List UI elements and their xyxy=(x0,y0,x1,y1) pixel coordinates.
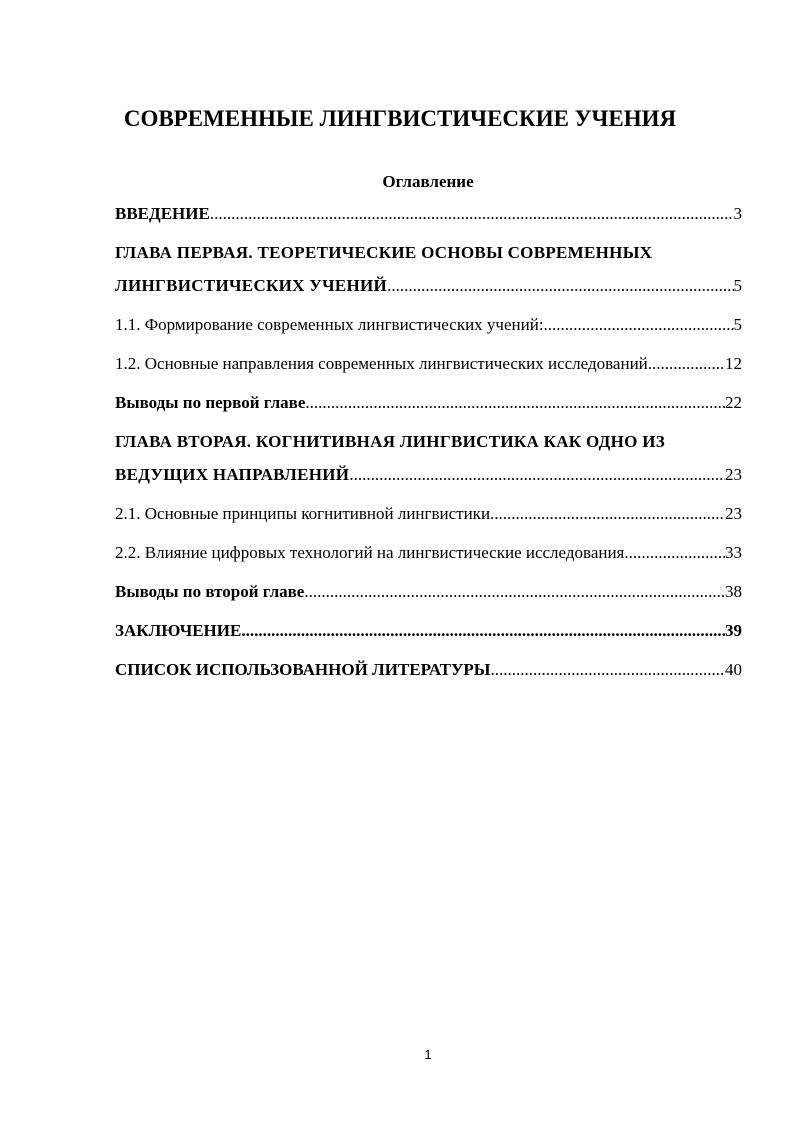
toc-entry-chapter1-line1[interactable] xyxy=(115,242,742,264)
toc-entry-label: 2.2. Влияние цифровых технологий на лингвистические исследования xyxy=(115,543,625,562)
toc-entry-label: ВВЕДЕНИЕ xyxy=(115,204,210,223)
toc-leader-dots xyxy=(349,464,725,486)
toc-entry-section-1-2[interactable] xyxy=(115,353,742,375)
toc-entry-section-2-1[interactable] xyxy=(115,503,742,525)
toc-leader-dots xyxy=(210,203,734,225)
toc-leader-dots xyxy=(387,275,733,297)
toc-entry-page: 12 xyxy=(725,354,742,373)
toc-entry-page: 38 xyxy=(725,582,742,601)
toc-entry-chapter2[interactable] xyxy=(115,464,742,486)
toc-entry-label: Выводы по первой главе xyxy=(115,393,306,412)
toc-entry-introduction[interactable] xyxy=(115,203,742,225)
toc-entry-chapter1[interactable] xyxy=(115,275,742,297)
toc-leader-dots xyxy=(305,392,725,414)
toc-entry-conclusions1[interactable] xyxy=(115,392,742,414)
toc-leader-dots xyxy=(544,314,734,336)
toc-entry-chapter2-line1[interactable] xyxy=(115,431,742,453)
toc-entry-page: 22 xyxy=(725,393,742,412)
toc-entry-label: 1.2. Основные направления современных лингвистических исследований xyxy=(115,354,648,373)
toc-entry-page: 39 xyxy=(725,621,742,640)
toc-leader-dots xyxy=(491,659,726,681)
toc-entry-conclusion[interactable] xyxy=(115,620,742,642)
toc-entry-label: ГЛАВА ВТОРАЯ. КОГНИТИВНАЯ ЛИНГВИСТИКА КАК ОДНО ИЗ xyxy=(115,432,666,451)
toc-entry-page: 23 xyxy=(725,465,742,484)
toc-leader-dots xyxy=(648,353,725,375)
document-title: СОВРЕМЕННЫЕ ЛИНГВИСТИЧЕСКИЕ УЧЕНИЯ xyxy=(123,106,677,131)
toc-leader-dots xyxy=(304,581,725,603)
toc-leader-dots xyxy=(490,503,725,525)
toc-heading: Оглавление xyxy=(382,172,474,191)
toc-entry-label: ЗАКЛЮЧЕНИЕ xyxy=(115,621,242,640)
toc-entry-conclusions2[interactable] xyxy=(115,581,742,603)
toc-entry-label: 1.1. Формирование современных лингвистических учений: xyxy=(115,315,544,334)
toc-entry-page: 23 xyxy=(725,504,742,523)
toc-entry-page: 33 xyxy=(725,543,742,562)
page-number: 1 xyxy=(424,1047,432,1062)
toc-leader-dots xyxy=(241,620,725,642)
toc-entry-page: 3 xyxy=(733,204,742,223)
toc-leader-dots xyxy=(624,542,725,564)
toc-entry-section-2-2[interactable] xyxy=(115,542,742,564)
toc-entry-page: 5 xyxy=(733,276,742,295)
toc-entry-page: 5 xyxy=(733,315,742,334)
toc-entry-label: 2.1. Основные принципы когнитивной лингвистики xyxy=(115,504,491,523)
toc-entry-references[interactable] xyxy=(115,659,742,681)
toc-entry-section-1-1[interactable] xyxy=(115,314,742,336)
toc-entry-label: СПИСОК ИСПОЛЬЗОВАННОЙ ЛИТЕРАТУРЫ xyxy=(115,660,491,679)
toc-entry-label: Выводы по второй главе xyxy=(115,582,305,601)
toc-entry-page: 40 xyxy=(725,660,742,679)
toc-entry-label: ГЛАВА ПЕРВАЯ. ТЕОРЕТИЧЕСКИЕ ОСНОВЫ СОВРЕМЕННЫХ xyxy=(115,243,653,262)
toc-entry-label: ВЕДУЩИХ НАПРАВЛЕНИЙ xyxy=(115,465,350,484)
toc-entry-label: ЛИНГВИСТИЧЕСКИХ УЧЕНИЙ xyxy=(115,276,388,295)
